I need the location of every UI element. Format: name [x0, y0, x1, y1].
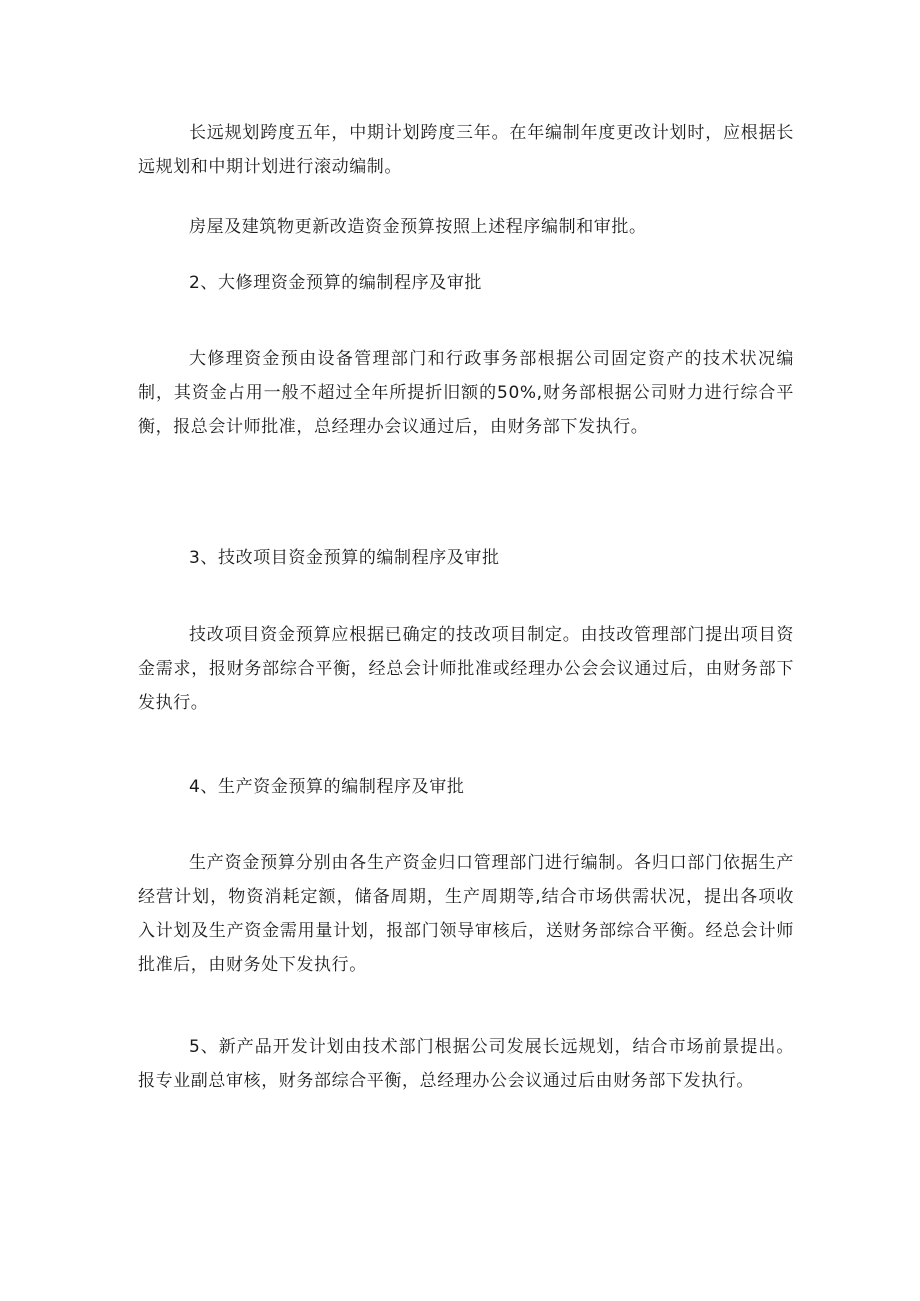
- paragraph-long-term-plan: 长远规划跨度五年，中期计划跨度三年。在年编制年度更改计划时，应根据长远规划和中期计划进行滚动编制。: [138, 123, 794, 177]
- section-heading-overhaul-budget: 2、大修理资金预算的编制程序及审批: [189, 273, 483, 293]
- paragraph-overhaul-budget: 大修理资金预由设备管理部门和行政事务部根据公司固定资产的技术状况编制，其资金占用一般不超过全年所提折旧额的50%,财务部根据公司财力进行综合平衡，报总会计师批准，总经理办会议通过后，由财务部下发执行。: [138, 349, 794, 437]
- section-heading-tech-upgrade-budget: 3、技改项目资金预算的编制程序及审批: [189, 548, 500, 568]
- paragraph-tech-upgrade-budget: 技改项目资金预算应根据已确定的技改项目制定。由技改管理部门提出项目资金需求，报财务部综合平衡，经总会计师批准或经理办公会会议通过后，由财务部下发执行。: [138, 625, 794, 713]
- section-heading-production-budget: 4、生产资金预算的编制程序及审批: [189, 777, 465, 797]
- paragraph-production-budget: 生产资金预算分别由各生产资金归口管理部门进行编制。各归口部门依据生产经营计划，物资消耗定额，储备周期，生产周期等,结合市场供需状况，提出各项收入计划及生产资金需用量计划，报部门领导审核后，送财务部综合平衡。经总会计师批准后，由财务处下发执行。: [138, 853, 794, 975]
- paragraph-building-renovation: 房屋及建筑物更新改造资金预算按照上述程序编制和审批。: [189, 217, 647, 237]
- paragraph-new-product-plan: 5、新产品开发计划由技术部门根据公司发展长远规划，结合市场前景提出。报专业副总审核，财务部综合平衡，总经理办公会议通过后由财务部下发执行。: [138, 1037, 794, 1091]
